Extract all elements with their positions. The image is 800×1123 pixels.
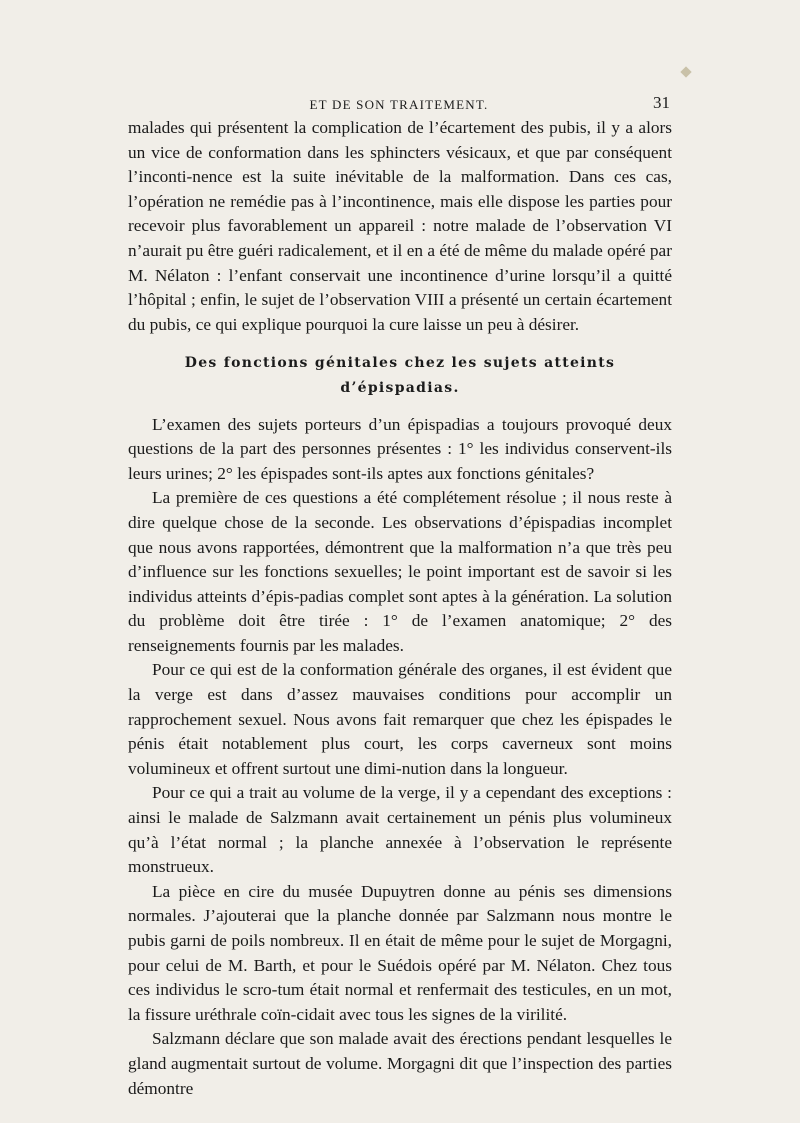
paragraph: La première de ces questions a été complétement résolue ; il nous reste à dire quelque chose de la seconde. Les observations d’épispadias incomplet que nous avons rapportées, démontrent que la malformation n’a que très peu d’influence sur les fonctions sexuelles; le point important est de savoir si les individus atteints d’épis-padias complet sont aptes à la génération. La solution du problème doit être tirée : 1° de l’examen anatomique; 2° des renseignements fournis par les malades. [128,488,672,655]
paragraph: Pour ce qui est de la conformation générale des organes, il est évident que la verge est dans d’assez mauvaises conditions pour accomplir un rapprochement sexuel. Nous avons fait remarquer que chez les épispades le pénis était notablement plus court, les corps caverneux sont moins volumineux et offrent surtout une dimi-nution dans la longueur. [128,660,672,778]
paragraph: L’examen des sujets porteurs d’un épispadias a toujours provoqué deux questions de la part des personnes présentes : 1° les individus conservent-ils leurs urines; 2° les épispades sont-ils aptes aux fonctions génitales? [128,414,672,483]
paragraph: malades qui présentent la complication de l’écartement des pubis, il y a alors un vice de conformation dans les sphincters vésicaux, et que par conséquent l’inconti-nence est la suite inévitable de la malformation. Dans ces cas, l’opération ne remédie pas à l’incontinence, mais elle dispose les parties pour recevoir plus favorablement un appareil : notre malade de l’observation VI n’aurait pu être guéri radicalement, et il en a été de même du malade opéré par M. Nélaton : l’enfant conservait une incontinence d’urine lorsqu’il a quitté l’hôpital ; enfin, le sujet de l’observation VIII a présenté un certain écartement du pubis, ce qui explique pourquoi la cure laisse un peu à désirer. [128,118,672,334]
paragraph: Salzmann déclare que son malade avait des érections pendant lesquelles le gland augmentait surtout de volume. Morgagni dit que l’inspection des parties démontre [128,1029,672,1098]
running-head [128,93,670,117]
body-text [128,116,672,1101]
corner-mark [680,66,691,77]
paragraph: Pour ce qui a trait au volume de la verge, il y a cependant des exceptions : ainsi le malade de Salzmann avait certainement un pénis plus volumineux qu’à l’état normal ; la planche annexée à l’observation le représente monstrueux. [128,783,672,877]
paragraph: La pièce en cire du musée Dupuytren donne au pénis ses dimensions normales. J’ajouterai que la planche donnée par Salzmann nous montre le pubis garni de poils nombreux. Il en était de même pour le sujet de Morgagni, pour celui de M. Barth, et pour le Suédois opéré par M. Nélaton. Chez tous ces individus le scro-tum était normal et renfermait des testicules, en un mot, la fissure uréthrale coïn-cidait avec tous les signes de la virilité. [128,881,672,1024]
running-head-title: ET DE SON TRAITEMENT. [309,97,489,112]
section-title: Des fonctions génitales chez les sujets atteints d’épispadias. [184,355,616,396]
page-number: 31 [653,93,670,112]
